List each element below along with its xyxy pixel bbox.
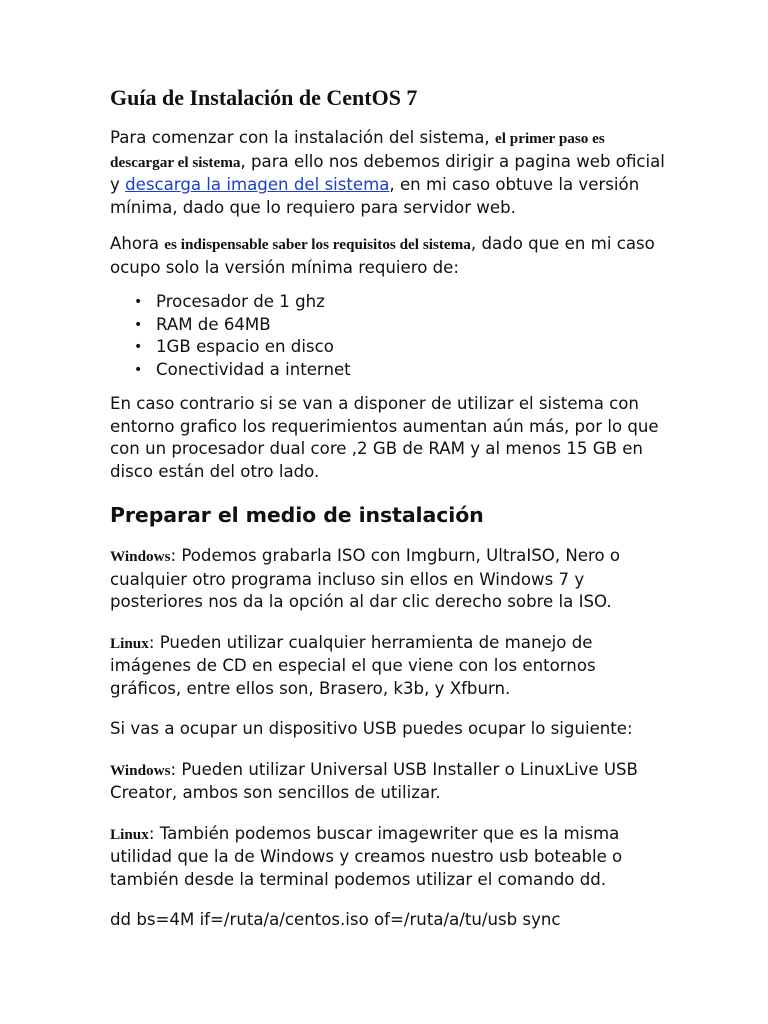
windows-label: Windows [110,761,171,779]
req-text-1: Ahora [110,234,165,253]
linux-iso-paragraph [110,632,670,701]
download-image-link[interactable]: descarga la imagen del sistema [125,175,390,194]
windows-iso-text: : Podemos grabarla ISO con Imgburn, UltraISO, Nero o cualquier otro programa incluso sin ellos en Windows 7 y posteriores nos da la opción al dar clic derecho sobre la ISO. [110,546,621,611]
document-title: Guía de Instalación de CentOS 7 [110,85,418,110]
requirement-text: RAM de 64MB [156,314,271,334]
intro-text-1: Para comenzar con la instalación del sistema, [110,128,495,147]
requirement-text: Conectividad a internet [156,359,351,379]
requirement-text: 1GB espacio en disco [156,337,334,356]
list-item [134,314,670,337]
list-item [134,359,670,382]
requirements-paragraph [110,233,670,279]
req-emphasis: es indispensable saber los requisitos del sistema [164,236,471,253]
windows-label: Windows [110,548,171,565]
windows-usb-paragraph [110,759,670,805]
requirement-text: Procesador de 1 ghz [156,292,325,311]
intro-paragraph [110,127,670,219]
dd-command-line: dd bs=4M if=/ruta/a/centos.iso of=/ruta/a/tu/usb sync [110,910,561,929]
bullet-icon: • [134,361,143,378]
intro-emphasis: el primer paso es descargar el sistema [110,130,605,171]
list-item [134,291,670,314]
usb-intro-paragraph: Si vas a ocupar un dispositivo USB puedes ocupar lo siguiente: [110,719,633,738]
intro-text-3: , en mi caso obtuve la versión mínima, dado que lo requiero para servidor web. [110,175,640,217]
linux-usb-paragraph [110,823,670,892]
section-heading-install-media: Preparar el medio de instalación [110,503,484,527]
linux-iso-text: : Pueden utilizar cualquier herramienta de manejo de imágenes de CD en especial el que viene con los entornos gráficos, entre ellos son, Brasero, k3b, y Xfburn. [110,632,596,698]
document-page [110,84,670,946]
req-text-2: , dado que en mi caso ocupo solo la versión mínima requiero de: [110,234,655,277]
linux-label: Linux [110,825,149,843]
bullet-icon: • [134,316,143,333]
windows-iso-paragraph [110,545,670,614]
linux-usb-text: : También podemos buscar imagewriter que es la misma utilidad que la de Windows y creamos nuestro usb boteable o también desde la terminal podemos utilizar el comando dd. [110,823,623,889]
bullet-icon: • [134,294,143,310]
requirements-list [110,291,670,381]
bullet-icon: • [134,339,143,355]
graphical-requirements-paragraph: En caso contrario si se van a disponer de utilizar el sistema con entorno grafico los requerimientos aumentan aún más, por lo que con un procesador dual core ,2 GB de RAM y al menos 15 GB en disco están del otro lado. [110,394,659,481]
windows-usb-text: : Pueden utilizar Universal USB Installer o LinuxLive USB Creator, ambos son sencillos de utilizar. [110,759,638,802]
list-item [134,336,670,359]
intro-text-2: , para ello nos debemos dirigir a pagina web oficial y [110,151,665,194]
linux-label: Linux [110,634,149,652]
